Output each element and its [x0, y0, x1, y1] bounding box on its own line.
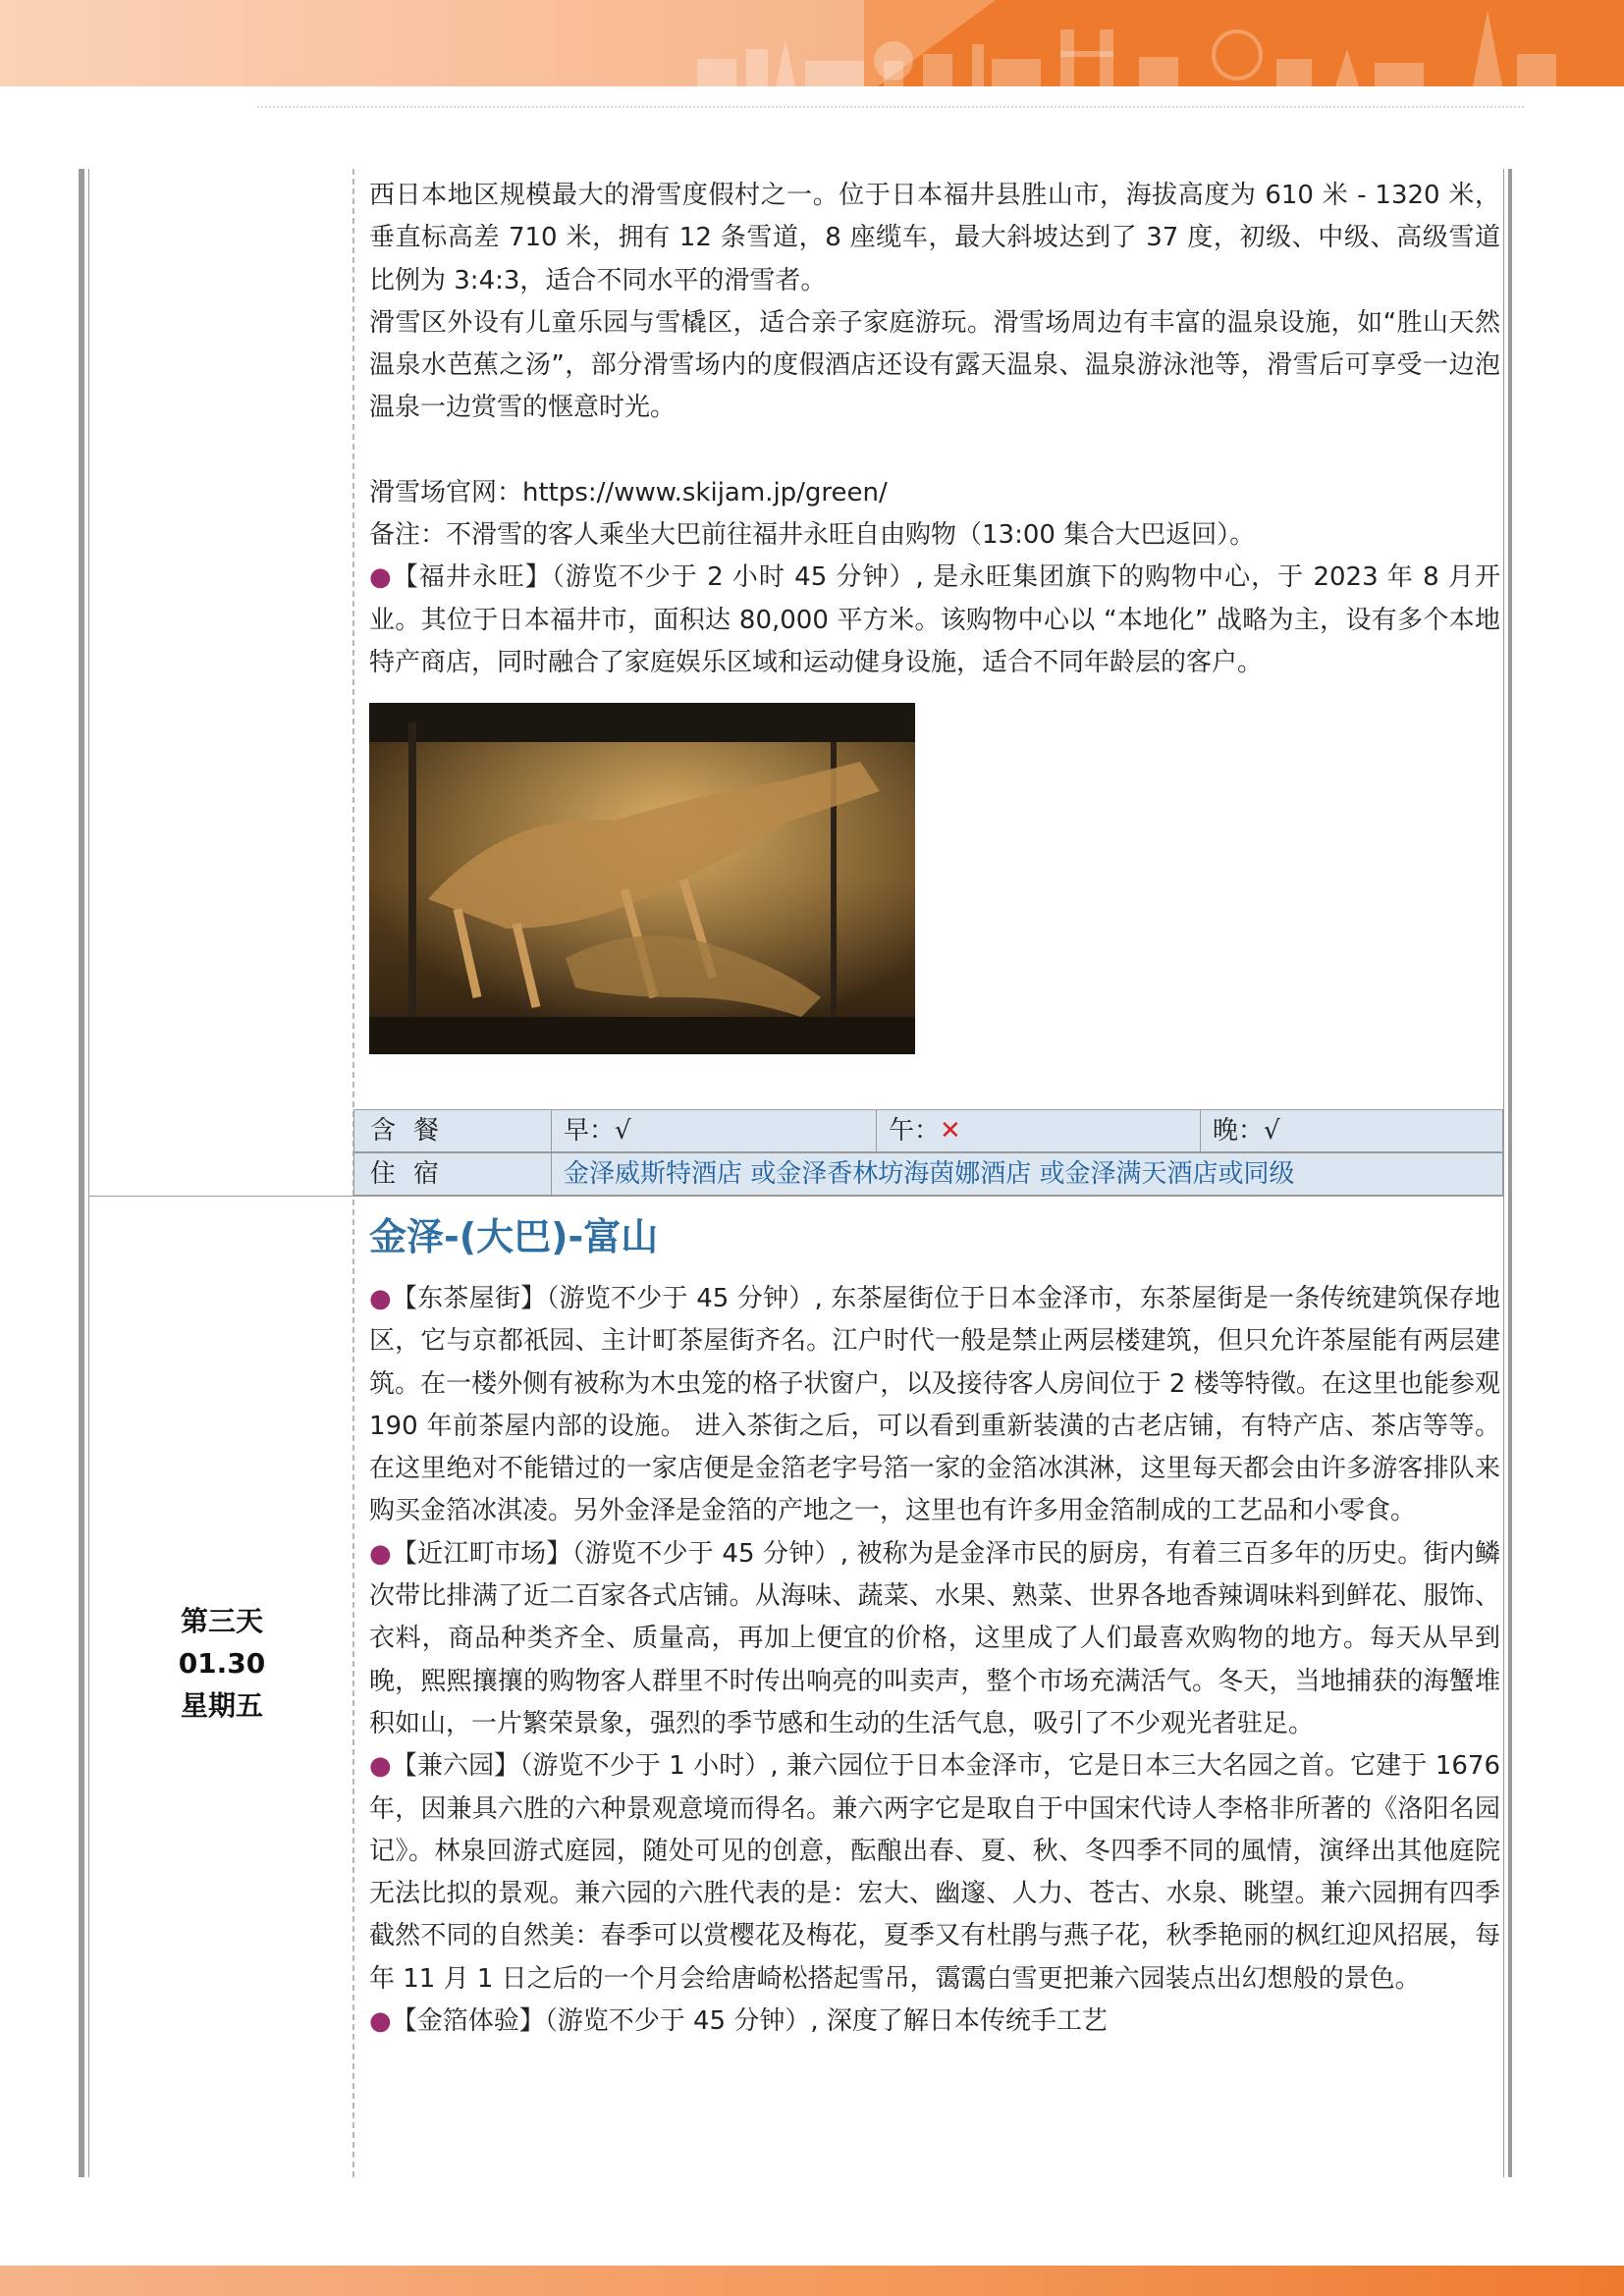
list-item: [369, 1745, 1500, 2001]
item-text: （游览不少于 45 分钟）, 被称为是金泽市民的厨房，有着三百多年的历史。街内鳞次带比排满了近二百家各式店铺。从海味、蔬菜、水果、熟菜、世界各地香辣调味料到鲜花、服饰、衣料，商品种类齐全、质量高，再加上便宜的价格，这里成了人们最喜欢购物的地方。每天从早到晚，熙熙攘攘的购物客人群里不时传出响亮的叫卖声，整个市场充满活气。冬天，当地捕获的海蟹堆积如山，一片繁荣景象，强烈的季节感和生动的生活气息，吸引了不少观光者驻足。: [369, 1538, 1500, 1738]
bullet-icon: ●: [369, 562, 393, 593]
table-border-right-inner: [1503, 169, 1504, 2177]
header-banner: [0, 0, 1624, 86]
table-border-right: [1508, 169, 1512, 2177]
item-text: （游览不少于 45 分钟）, 东茶屋街位于日本金泽市，东茶屋街是一条传统建筑保存地区，它与京都祇园、主计町茶屋街齐名。江户时代一般是禁止两层楼建筑，但只允许茶屋能有两层建筑。在一楼外侧有被称为木虫笼的格子状窗户，以及接待客人房间位于 2 楼等特徵。在这里也能参观 190 年前茶屋内部的设施。 进入茶街之后，可以看到重新装潢的古老店铺，有特产店、茶店等等。在这里绝对不能错过的一家店便是金箔老字号箔一家的金箔冰淇淋，这里每天都会由许多游客排队来购买金箔冰淇凌。另外金泽是金箔的产地之一，这里也有许多用金箔制成的工艺品和小零食。: [369, 1284, 1500, 1526]
skyline-icon: [687, 0, 1571, 86]
hotel-row: [353, 1152, 1503, 1196]
item-title: 【兼六园】: [391, 1751, 520, 1782]
list-item: [369, 1533, 1500, 1745]
table-border-left-inner: [88, 169, 89, 2177]
ski-resort-description: 西日本地区规模最大的滑雪度假村之一。位于日本福井县胜山市，海拔高度为 610 米 - 1320 米，垂直标高差 710 米，拥有 12 条雪道，8 座缆车，最大斜坡达到了 37 度，初级、中级、高级雪道比例为 3:4:3，适合不同水平的滑雪者。: [369, 181, 1500, 295]
day3-date: 01.30: [178, 1647, 266, 1680]
item-text: （游览不少于 45 分钟）, 深度了解日本传统手工艺: [544, 2006, 1108, 2037]
header-divider: [257, 106, 1524, 108]
dinosaur-museum-photo: [369, 703, 915, 1054]
day3-name: 第三天: [180, 1605, 263, 1637]
item-title: 【近江町市场】: [391, 1538, 572, 1569]
paragraph-gap: [369, 430, 1500, 472]
hotel-label: 住宿: [370, 1159, 458, 1189]
ski-website-line: 滑雪场官网：https://www.skijam.jp/green/: [369, 477, 888, 507]
bullet-icon: ●: [369, 1284, 392, 1313]
footer-bar: [0, 2266, 1624, 2296]
aeon-title: 【福井永旺】: [392, 562, 552, 593]
lunch-cell: [876, 1110, 1200, 1151]
aeon-text: （游览不少于 2 小时 45 分钟）, 是永旺集团旗下的购物中心，于 2023 年 8 月开业。其位于日本福井市，面积达 80,000 平方米。该购物中心以 “本地化” 战略为主，设有多个本地特产商店，同时融合了家庭娱乐区域和运动健身设施，适合不同年龄层的客户。: [369, 562, 1500, 677]
bullet-icon: ●: [369, 2006, 392, 2037]
lunch-prefix: 午：: [889, 1116, 941, 1146]
item-text: （游览不少于 1 小时）, 兼六园位于日本金泽市，它是日本三大名园之首。它建于 1676 年，因兼具六胜的六种景观意境而得名。兼六两字它是取自于中国宋代诗人李格非所著的《洛阳名园记》。林泉回游式庭园，随处可见的创意，酝酿出春、夏、秋、冬四季不同的風情，演绎出其他庭院无法比拟的景观。兼六园的六胜代表的是：宏大、幽邃、人力、苍古、水泉、眺望。兼六园拥有四季截然不同的自然美：春季可以赏樱花及梅花，夏季又有杜鹃与燕子花，秋季艳丽的枫红迎风招展，每年 11 月 1 日之后的一个月会给唐崎松搭起雪吊，霭霭白雪更把兼六园装点出幻想般的景色。: [369, 1751, 1500, 1994]
hotel-value: 金泽威斯特酒店 或金泽香林坊海茵娜酒店 或金泽满天酒店或同级: [551, 1153, 1502, 1195]
item-title: 【金箔体验】: [391, 2006, 545, 2037]
day-row-divider: [89, 1196, 1503, 1197]
day3-content: [369, 1207, 1500, 2043]
meals-row: [353, 1109, 1503, 1152]
cross-icon: ✕: [940, 1116, 961, 1146]
day3-weekday: 星期五: [180, 1689, 263, 1722]
ski-resort-facilities: 滑雪区外设有儿童乐园与雪橇区，适合亲子家庭游玩。滑雪场周边有丰富的温泉设施，如“胜山天然温泉水芭蕉之汤”，部分滑雪场内的度假酒店还设有露天温泉、温泉游泳池等，滑雪后可享受一边泡温泉一边赏雪的惬意时光。: [369, 307, 1500, 423]
table-border-left: [79, 169, 84, 2177]
aeon-item: [369, 557, 1500, 684]
day3-route-title: 金泽-(大巴)-富山: [369, 1215, 659, 1258]
list-item: [369, 1278, 1500, 1533]
meals-label: 含餐: [370, 1116, 458, 1146]
list-item: [369, 2001, 1500, 2043]
item-title: 【东茶屋街】: [391, 1284, 547, 1313]
bullet-icon: ●: [369, 1751, 392, 1782]
bullet-icon: ●: [369, 1538, 392, 1569]
day2-content: [369, 175, 1500, 1054]
breakfast-cell: 早：√: [551, 1110, 876, 1151]
shopping-note: 备注：不滑雪的客人乘坐大巴前往福井永旺自由购物（13:00 集合大巴返回）。: [369, 520, 1256, 551]
dinner-cell: 晚：√: [1200, 1110, 1502, 1151]
day3-label: [93, 1600, 351, 1727]
